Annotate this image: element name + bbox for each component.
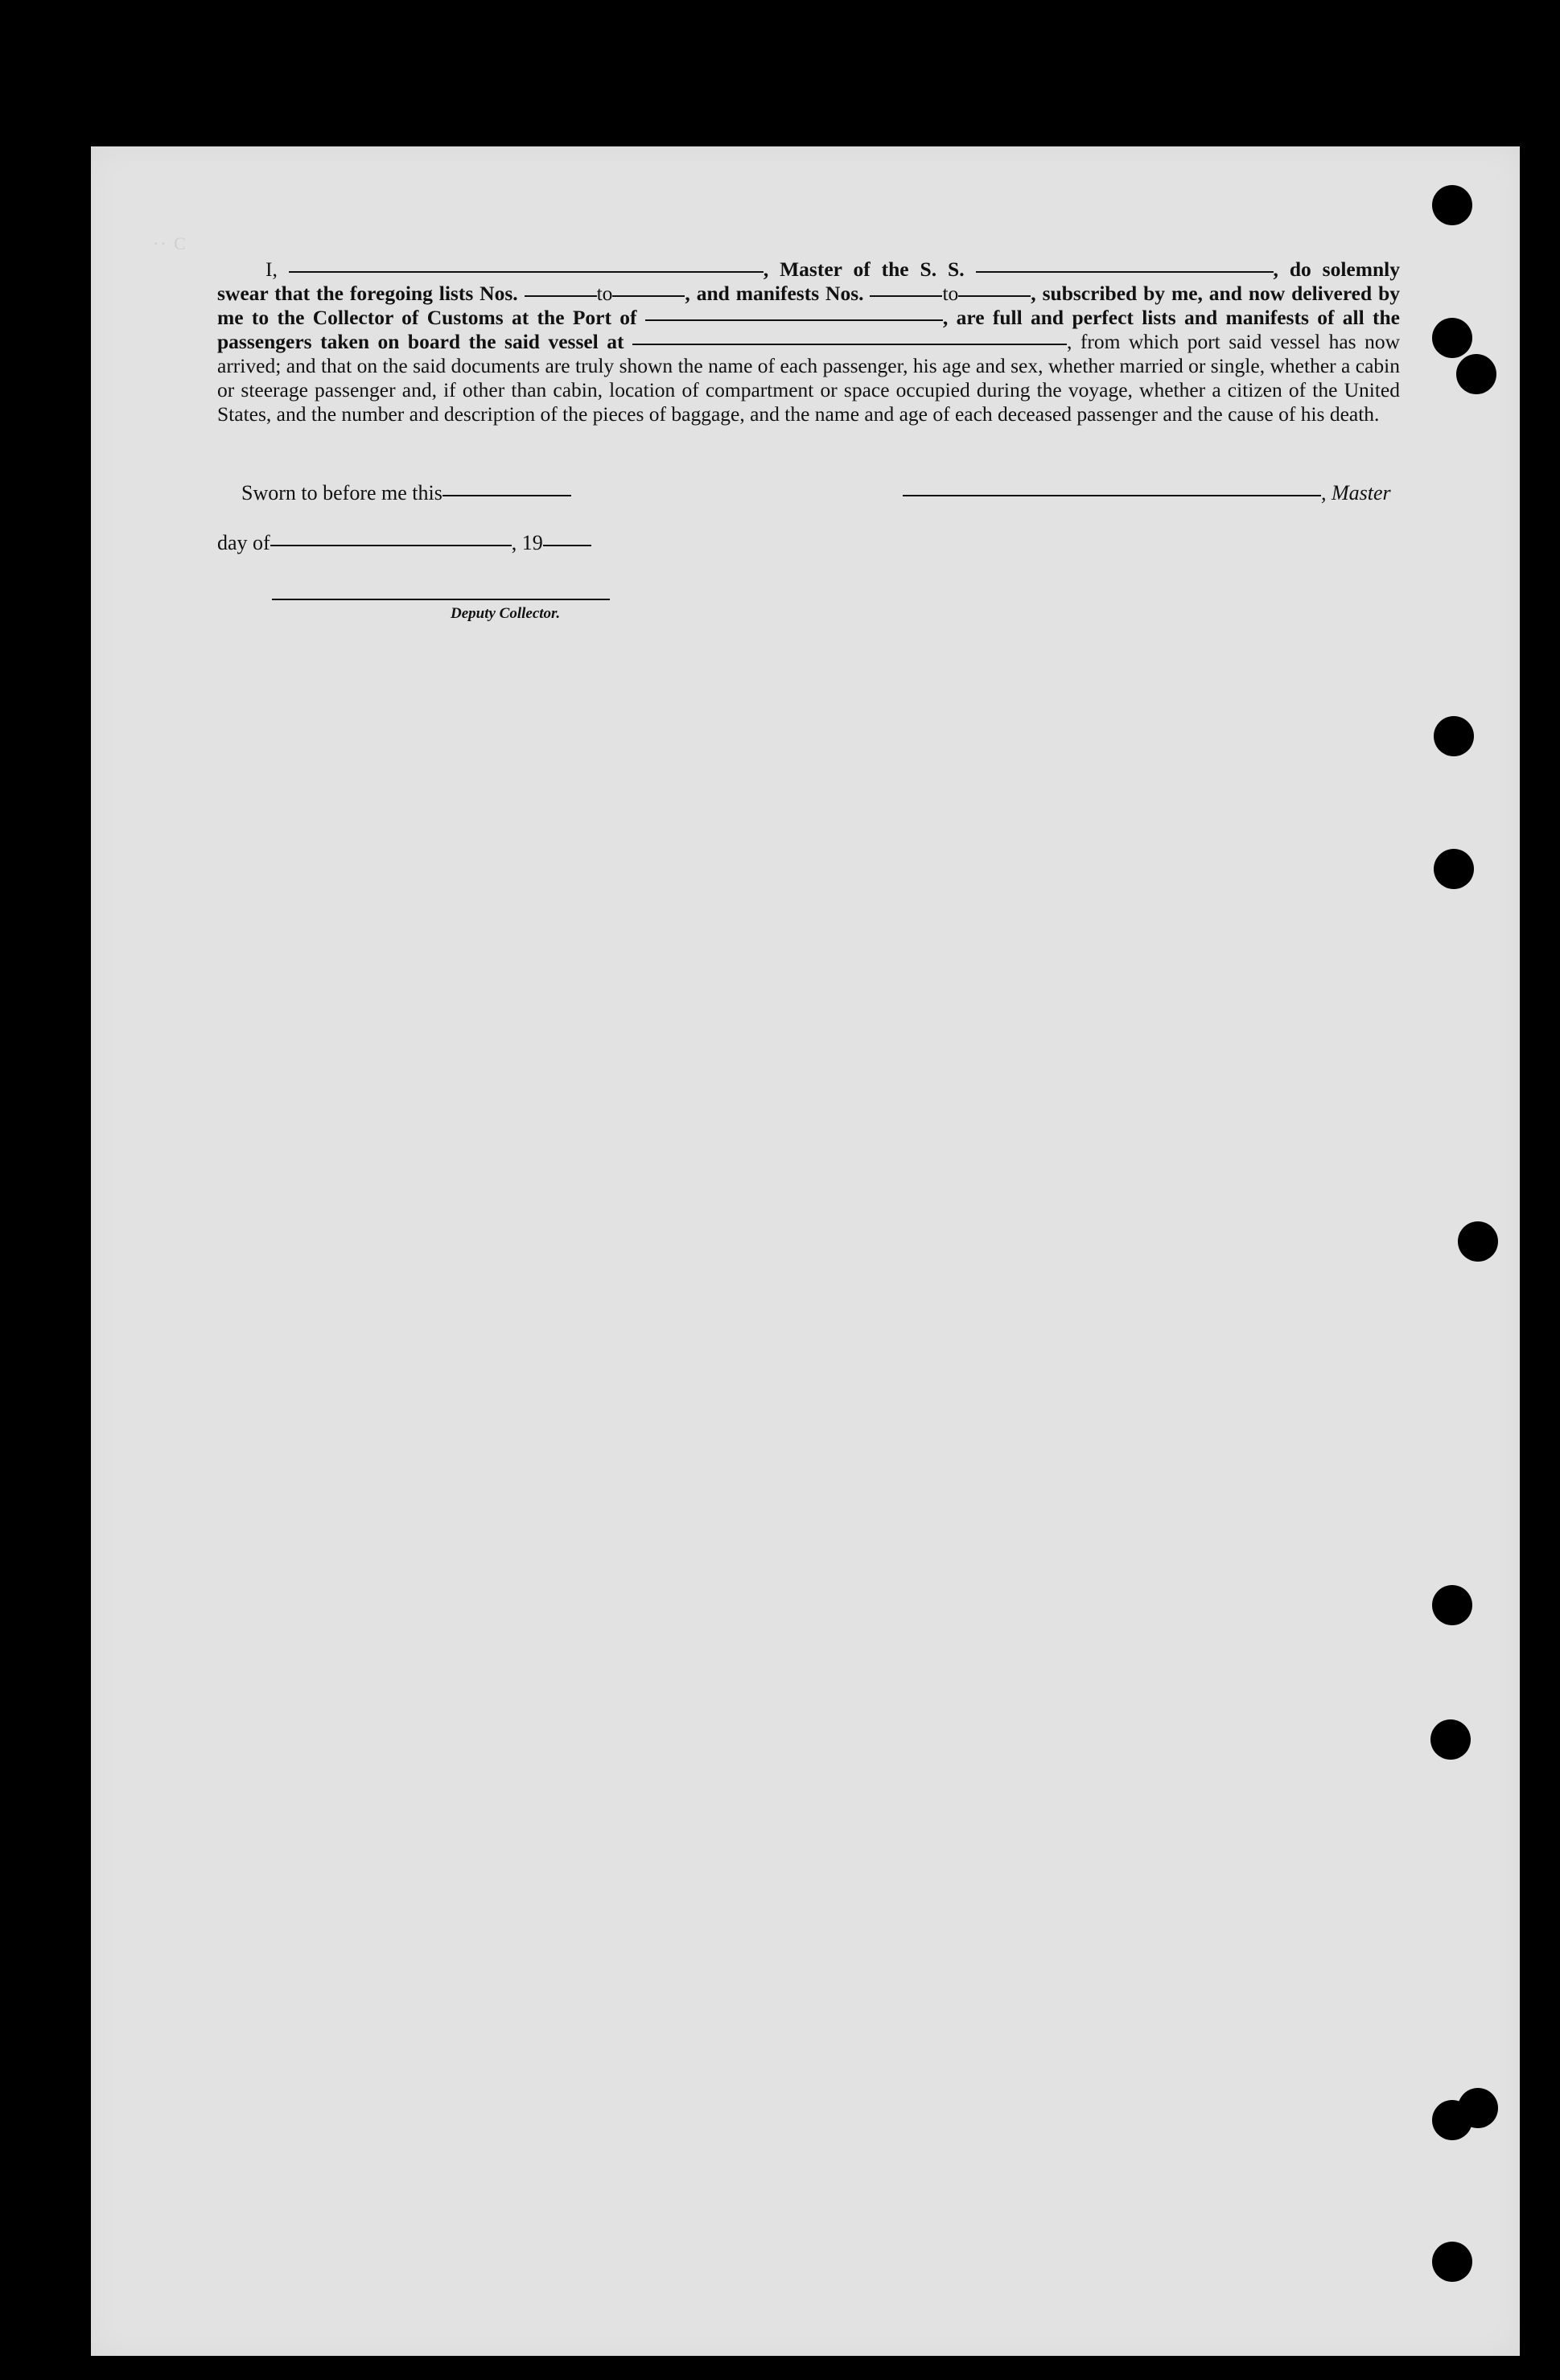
sworn-label: Sworn to before me this [241, 481, 442, 504]
binder-hole [1456, 354, 1496, 394]
faint-header-text: ·· C [153, 233, 187, 253]
sworn-day-blank[interactable] [442, 494, 571, 496]
master-suffix: , Master [1321, 481, 1391, 504]
oath-are-full: , are full and perfect lists and manifests of all the passengers taken on board the said vessel at [217, 306, 1400, 353]
deputy-signature-line[interactable] [272, 599, 610, 600]
oath-master-of-ss: , Master of the S. S. [763, 257, 965, 281]
manifests-from-blank[interactable] [870, 294, 942, 297]
oath-subscribed: , subscribed by me, and now delivered by me to the Collector of Customs at the Port of [217, 282, 1401, 329]
day-of-label: day of [217, 531, 270, 554]
sworn-line [241, 481, 571, 505]
master-signature-line [903, 481, 1391, 505]
binder-hole [1458, 1221, 1498, 1262]
master-oath-paragraph [217, 257, 1400, 426]
oath-from-which: , from which port said vessel has now arrived; and that on the said documents are truly shown the name of each passenger, his age and sex, whether married or single, whether a cabin or steerage passenger and, if other than cabin, location of compartment or space occupied during the voyage, whether a citizen of the United States, and the number and description of the pieces of baggage, and the name and age of each deceased passenger and the cause of his death. [217, 330, 1400, 426]
binder-hole [1432, 2242, 1472, 2282]
binder-hole [1458, 2088, 1498, 2128]
binder-hole [1432, 1585, 1472, 1625]
day-of-line [217, 531, 591, 555]
manifests-to-blank[interactable] [958, 294, 1031, 297]
year-label: , 19 [511, 531, 543, 554]
oath-i: I, [265, 257, 278, 281]
master-signature-blank[interactable] [903, 494, 1321, 496]
document-page [91, 146, 1520, 2356]
deputy-collector-label: Deputy Collector. [451, 605, 561, 622]
departure-port-blank[interactable] [632, 343, 1067, 345]
port-blank[interactable] [645, 319, 943, 321]
binder-hole [1434, 716, 1474, 756]
binder-hole [1434, 849, 1474, 889]
oath-and-manifests: , and manifests Nos. [685, 282, 864, 305]
month-blank[interactable] [270, 544, 512, 546]
oath-do-solemnly: , do solemnly swear that the foregoing lists Nos. [217, 257, 1401, 305]
oath-to-1: to [596, 282, 613, 305]
oath-to-2: to [942, 282, 959, 305]
lists-to-blank[interactable] [612, 294, 685, 297]
ship-name-blank[interactable] [976, 270, 1274, 273]
year-blank[interactable] [543, 544, 591, 546]
master-name-blank[interactable] [289, 270, 764, 273]
binder-hole [1430, 1719, 1471, 1760]
binder-hole [1432, 318, 1472, 358]
lists-from-blank[interactable] [525, 294, 597, 297]
binder-hole [1432, 185, 1472, 225]
